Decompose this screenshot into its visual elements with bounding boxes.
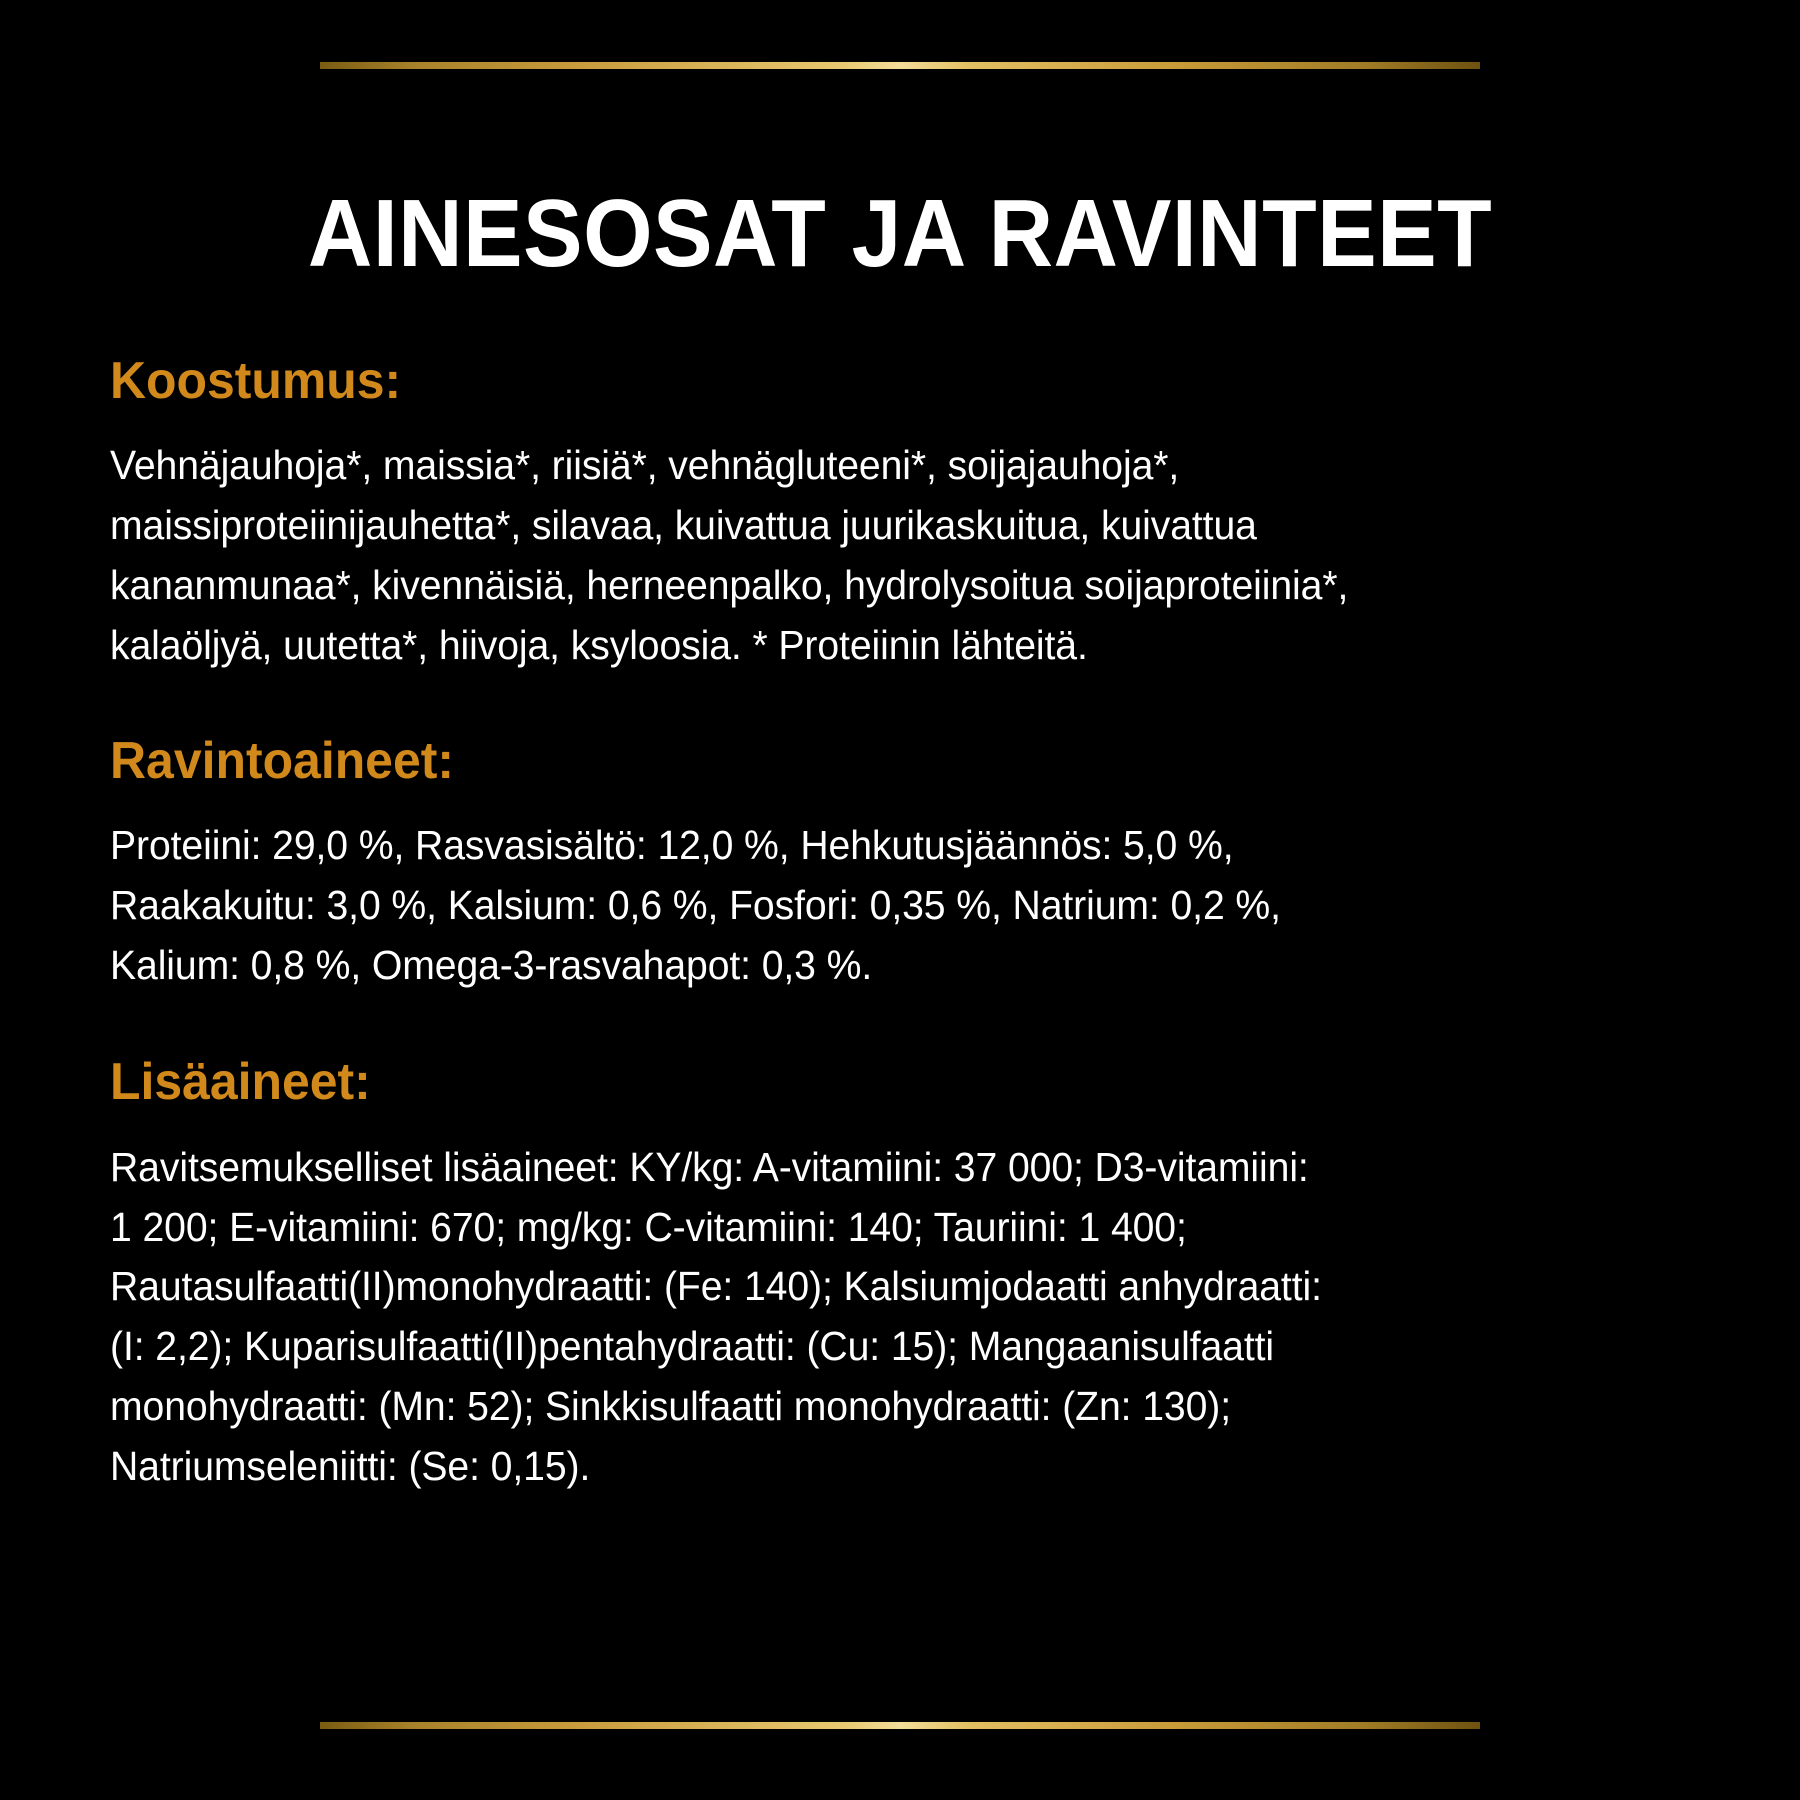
section-body-composition [110,436,1638,675]
text-line: Kalium: 0,8 %, Omega-3-rasvahapot: 0,3 %. [110,941,873,988]
page-title: AINESOSAT JA RAVINTEET [307,180,1493,288]
section-nutrients [110,732,1710,996]
section-body-additives [110,1138,1638,1497]
text-line: Ravitsemukselliset lisäaineet: KY/kg: A-vitamiini: 37 000; D3-vitamiini: [110,1143,1309,1190]
text-line: kalaöljyä, uutetta*, hiivoja, ksyloosia. * Proteiinin lähteitä. [110,621,1088,668]
text-line: Vehnäjauhoja*, maissia*, riisiä*, vehnägluteeni*, soijajauhoja*, [110,442,1180,489]
section-heading-composition: Koostumus: [110,352,402,410]
text-line: Natriumseleniitti: (Se: 0,15). [110,1443,591,1490]
section-additives [110,1053,1710,1496]
text-line: Raakakuitu: 3,0 %, Kalsium: 0,6 %, Fosfori: 0,35 %, Natrium: 0,2 %, [110,881,1281,928]
section-composition [110,352,1710,676]
top-divider-rule [320,62,1480,69]
text-line: (I: 2,2); Kuparisulfaatti(II)pentahydraatti: (Cu: 15); Mangaanisulfaatti [110,1323,1275,1370]
text-line: kananmunaa*, kivennäisiä, herneenpalko, hydrolysoitua soijaproteiinia*, [110,561,1349,608]
section-body-nutrients [110,816,1638,996]
text-line: maissiproteiinijauhetta*, silavaa, kuivattua juurikaskuitua, kuivattua [110,502,1257,549]
section-heading-nutrients: Ravintoaineet: [110,731,454,790]
text-line: Proteiini: 29,0 %, Rasvasisältö: 12,0 %, Hehkutusjäännös: 5,0 %, [110,821,1234,868]
section-heading-additives: Lisäaineet: [110,1053,371,1112]
content-container [110,352,1710,1497]
text-line: monohydraatti: (Mn: 52); Sinkkisulfaatti monohydraatti: (Zn: 130); [110,1383,1231,1430]
text-line: 1 200; E-vitamiini: 670; mg/kg: C-vitamiini: 140; Tauriini: 1 400; [110,1203,1187,1250]
text-line: Rautasulfaatti(II)monohydraatti: (Fe: 140); Kalsiumjodaatti anhydraatti: [110,1263,1322,1310]
bottom-divider-rule [320,1722,1480,1729]
